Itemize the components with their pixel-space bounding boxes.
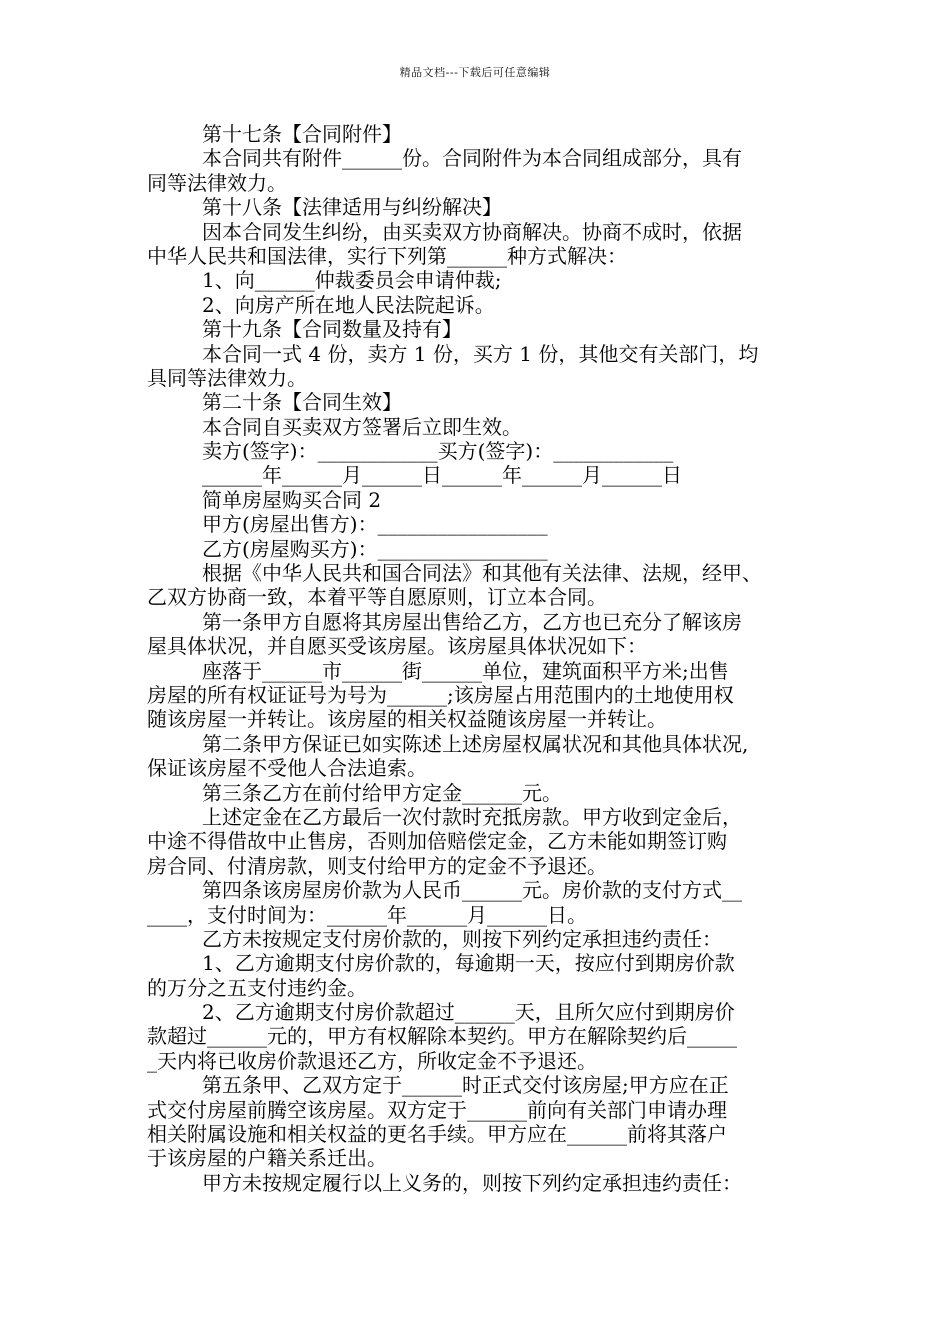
document-line: 第三条乙方在前付给甲方定金______元。: [202, 780, 562, 805]
document-line: 乙方未按规定支付房价款的，则按下列约定承担违约责任：: [202, 926, 722, 951]
document-line: 相关附属设施和相关权益的更名手续。甲方应在______前将其落户: [147, 1122, 727, 1147]
document-line: 随该房屋一并转让。该房屋的相关权益随该房屋一并转让。: [147, 707, 667, 732]
document-line: 甲方未按规定履行以上义务的，则按下列约定承担违约责任：: [202, 1170, 742, 1195]
document-body: [147, 122, 807, 1195]
document-line: 卖方(签字)：____________买方(签字)：____________: [202, 439, 674, 464]
document-line: 2、乙方逾期支付房价款超过______天，且所欠应付到期房价: [202, 1000, 735, 1025]
document-line: 座落于______市______街______单位，建筑面积平方米;出售: [202, 658, 729, 683]
document-line: 于该房屋的户籍关系迁出。: [147, 1146, 387, 1171]
document-line: 款超过______元的，甲方有权解除本契约。甲方在解除契约后_____: [147, 1024, 737, 1049]
document-line: 第十八条【法律适用与纠纷解决】: [202, 195, 502, 220]
document-line: 房合同、付清房款，则支付给甲方的定金不予退还。: [147, 853, 607, 878]
document-line: 式交付房屋前腾空该房屋。双方定于______前向有关部门申请办理: [147, 1097, 727, 1122]
document-line: 第十九条【合同数量及持有】: [202, 317, 462, 342]
document-line: 第四条该房屋房价款为人民币______元。房价款的支付方式__: [202, 878, 742, 903]
document-line: 的万分之五支付违约金。: [147, 975, 367, 1000]
document-line: 保证该房屋不受他人合法追索。: [147, 756, 427, 781]
document-line: ____，支付时间为：______年______月______日。: [147, 902, 587, 927]
document-line: 甲方(房屋出售方)：_________________: [202, 512, 548, 537]
document-line: 第五条甲、乙双方定于______时正式交付该房屋;甲方应在正: [202, 1073, 729, 1098]
document-line: 1、乙方逾期支付房价款的，每逾期一天，按应付到期房价款: [202, 951, 735, 976]
document-line: 第二十条【合同生效】: [202, 390, 402, 415]
document-line: 根据《中华人民共和国合同法》和其他有关法律、法规，经甲、: [202, 561, 762, 586]
document-line: 第一条甲方自愿将其房屋出售给乙方，乙方也已充分了解该房: [202, 609, 742, 634]
document-line: 第十七条【合同附件】: [202, 122, 402, 146]
document-line: 本合同自买卖双方签署后立即生效。: [202, 414, 522, 439]
document-line: 中华人民共和国法律，实行下列第______种方式解决：: [147, 243, 627, 268]
document-line: 2、向房产所在地人民法院起诉。: [202, 292, 495, 317]
document-line: 具同等法律效力。: [147, 365, 307, 390]
document-line: 1、向______仲裁委员会申请仲裁;: [202, 268, 502, 293]
document-line: 本合同共有附件______份。合同附件为本合同组成部分，具有: [202, 146, 742, 171]
document-line: 乙方(房屋购买方)：_________________: [202, 536, 548, 561]
document-line: 中途不得借故中止售房，否则加倍赔偿定金，乙方未能如期签订购: [147, 829, 727, 854]
document-line: 屋具体状况，并自愿买受该房屋。该房屋具体状况如下：: [147, 634, 647, 659]
page-header: 精品文档---下载后可任意编辑: [399, 66, 551, 79]
document-line: ______年______月______日______年______月______日: [202, 463, 682, 488]
document-line: 房屋的所有权证证号为号为______;该房屋占用范围内的土地使用权: [147, 682, 734, 707]
document-line: 第二条甲方保证已如实陈述上述房屋权属状况和其他具体状况,: [202, 731, 749, 756]
document-line: 因本合同发生纠纷，由买卖双方协商解决。协商不成时，依据: [202, 219, 742, 244]
document-line: 同等法律效力。: [147, 170, 287, 195]
document-line: 上述定金在乙方最后一次付款时充抵房款。甲方收到定金后，: [202, 804, 742, 829]
document-line: 简单房屋购买合同 2: [202, 487, 382, 512]
document-line: 本合同一式 4 份，卖方 1 份，买方 1 份，其他交有关部门，均: [202, 341, 759, 366]
document-line: _天内将已收房价款退还乙方，所收定金不予退还。: [147, 1048, 597, 1073]
document-line: 乙双方协商一致，本着平等自愿原则，订立本合同。: [147, 585, 607, 610]
